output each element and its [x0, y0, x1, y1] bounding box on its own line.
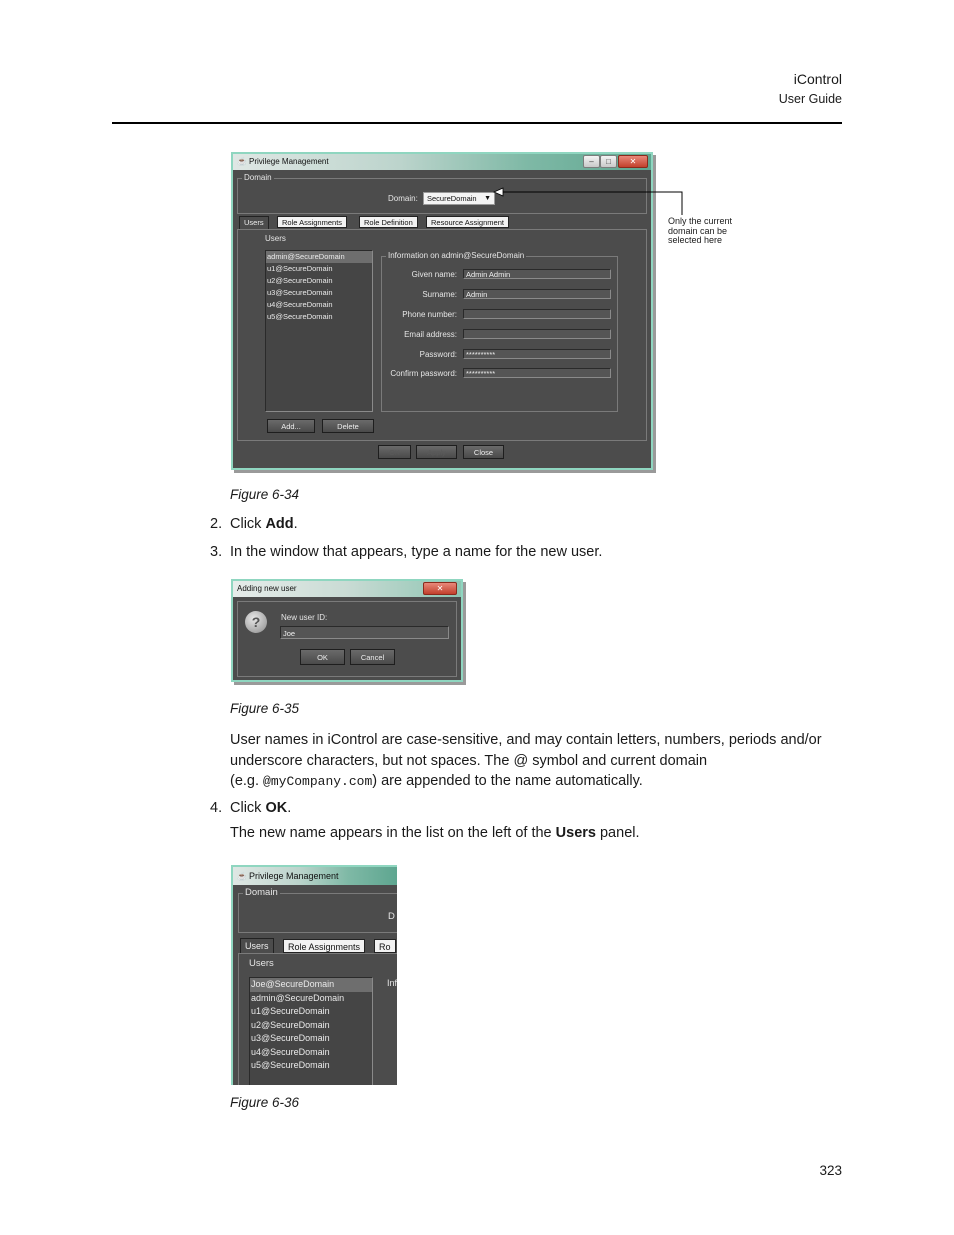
step-2-text: Click [230, 516, 266, 532]
field-label: Phone number: [402, 310, 457, 319]
user-list-item[interactable]: u1@SecureDomain [267, 264, 333, 273]
domain-group-title: Domain [244, 173, 272, 182]
user-list-item[interactable]: u3@SecureDomain [267, 288, 333, 297]
apply-button[interactable]: Apply [416, 445, 457, 459]
privilege-management-cropped [231, 865, 397, 1085]
dialog-cancel-button[interactable]: Cancel [350, 649, 395, 665]
step-2-end: . [293, 516, 298, 532]
new-user-id-label: New user ID: [281, 613, 328, 622]
cropped-tab-role-definition[interactable]: Ro [374, 939, 396, 953]
figure-caption-6-36: Figure 6-36 [230, 1095, 300, 1110]
user-list-item[interactable]: u2@SecureDomain [267, 276, 333, 285]
step-2-bold: Add [265, 516, 294, 532]
naming-rules-paragraph [230, 730, 850, 793]
domain-example-code: @myCompany.com [263, 774, 373, 789]
domain-label: Domain: [388, 194, 418, 203]
user-info-title: Information on admin@SecureDomain [388, 251, 525, 260]
user-list-item[interactable]: u1@SecureDomain [251, 1006, 330, 1016]
figure-caption-6-35: Figure 6-35 [230, 701, 300, 716]
paragraph-line-3 [230, 771, 850, 793]
figure-caption-6-34: Figure 6-34 [230, 487, 300, 502]
adding-new-user-dialog [231, 579, 463, 682]
tab-resource-assignment[interactable]: Resource Assignment [426, 216, 509, 228]
callout-arrow [490, 185, 690, 225]
delete-user-button[interactable]: Delete [322, 419, 374, 433]
cropped-domain-group [238, 887, 397, 933]
user-list-item[interactable]: u2@SecureDomain [251, 1019, 330, 1030]
user-list-item[interactable]: u4@SecureDomain [267, 300, 333, 309]
maximize-button[interactable]: □ [600, 155, 617, 168]
step-2-number: 2. [210, 516, 223, 532]
step-4-bold: OK [265, 800, 288, 816]
cropped-domain-label: D [388, 911, 395, 922]
callout-line-1: Only the current [668, 216, 733, 226]
field-label: Surname: [422, 290, 457, 299]
add-user-button[interactable]: Add... [267, 419, 315, 433]
cropped-domain-title: Domain [245, 887, 278, 898]
domain-dropdown-value: SecureDomain [427, 194, 477, 203]
field-input[interactable]: Admin Admin [463, 269, 611, 279]
chevron-down-icon: ▼ [484, 195, 491, 202]
field-input[interactable] [463, 329, 611, 339]
user-list-item[interactable]: admin@SecureDomain [266, 251, 372, 263]
dialog-body-frame [237, 601, 457, 677]
callout-line-3: selected here [668, 235, 723, 245]
bottom-separator [237, 440, 645, 441]
page-number: 323 [819, 1163, 842, 1178]
cropped-tab-users[interactable]: Users [240, 938, 274, 953]
minimize-button[interactable]: – [583, 155, 600, 168]
close-button[interactable]: Close [463, 445, 504, 459]
tab-role-definition[interactable]: Role Definition [359, 216, 418, 228]
header-rule [112, 122, 842, 124]
dialog-close-button[interactable]: ✕ [423, 582, 457, 595]
dialog-title: Adding new user [237, 584, 297, 593]
field-label: Email address: [404, 330, 457, 339]
new-user-id-input[interactable]: Joe [280, 626, 449, 639]
cropped-users-label: Users [249, 958, 274, 969]
cropped-users-list[interactable] [249, 977, 373, 1085]
step-3-number: 3. [210, 544, 223, 560]
user-list-item[interactable]: u4@SecureDomain [251, 1046, 330, 1057]
field-label: Given name: [411, 270, 457, 279]
window-title: Privilege Management [249, 157, 329, 166]
user-list-item[interactable]: u3@SecureDomain [251, 1033, 330, 1043]
cropped-tab-role-assignments[interactable]: Role Assignments [283, 939, 365, 953]
user-list-item[interactable]: admin@SecureDomain [251, 992, 345, 1003]
result-bold: Users [555, 825, 596, 841]
paragraph-line-1: User names in iControl are case-sensitive, and may contain letters, numbers, periods and/or [230, 732, 822, 748]
field-label: Password: [419, 350, 457, 359]
user-list-item[interactable]: u5@SecureDomain [267, 312, 333, 321]
field-input[interactable]: Admin [463, 289, 611, 299]
field-label: Confirm password: [390, 369, 457, 378]
java-icon-2: ☕ [237, 872, 247, 882]
field-input[interactable]: ********** [463, 368, 611, 378]
step-4-end: . [287, 800, 292, 816]
ok-button[interactable]: OK [378, 445, 411, 459]
step-4-number: 4. [210, 800, 223, 816]
result-text [230, 825, 640, 841]
tab-role-assignments[interactable]: Role Assignments [277, 216, 347, 228]
cropped-info-label: Inf [387, 978, 397, 988]
field-input[interactable]: ********** [463, 349, 611, 359]
callout-line-2: domain can be [668, 225, 728, 236]
users-list[interactable] [265, 250, 373, 412]
tab-users[interactable]: Users [239, 216, 269, 229]
cropped-title-bar [233, 867, 397, 885]
step-3-text: In the window that appears, type a name for the new user. [230, 544, 603, 560]
step-4-text: Click [230, 800, 266, 816]
close-window-button[interactable]: ✕ [618, 155, 648, 168]
domain-dropdown[interactable] [423, 192, 495, 205]
field-input[interactable] [463, 309, 611, 319]
result-text-end: panel. [595, 825, 640, 841]
header-subtitle: User Guide [778, 92, 842, 106]
paragraph-line-2: underscore characters, but not spaces. The @ symbol and current domain [230, 752, 708, 769]
java-icon: ☕ [237, 157, 247, 167]
question-icon: ? [245, 611, 267, 633]
user-list-item[interactable]: Joe@SecureDomain [250, 978, 372, 992]
result-text-start: The new name appears in the list on the left of the [230, 825, 556, 841]
header-title: iControl [793, 71, 842, 87]
paragraph-line-3-start: (e.g. [230, 773, 264, 789]
user-list-item[interactable]: u5@SecureDomain [251, 1060, 330, 1070]
callout-text [668, 217, 732, 246]
paragraph-line-3-end: ) are appended to the name automatically. [372, 773, 643, 789]
dialog-ok-button[interactable]: OK [300, 649, 345, 665]
users-label: Users [265, 234, 286, 243]
cropped-window-title: Privilege Management [249, 871, 339, 881]
